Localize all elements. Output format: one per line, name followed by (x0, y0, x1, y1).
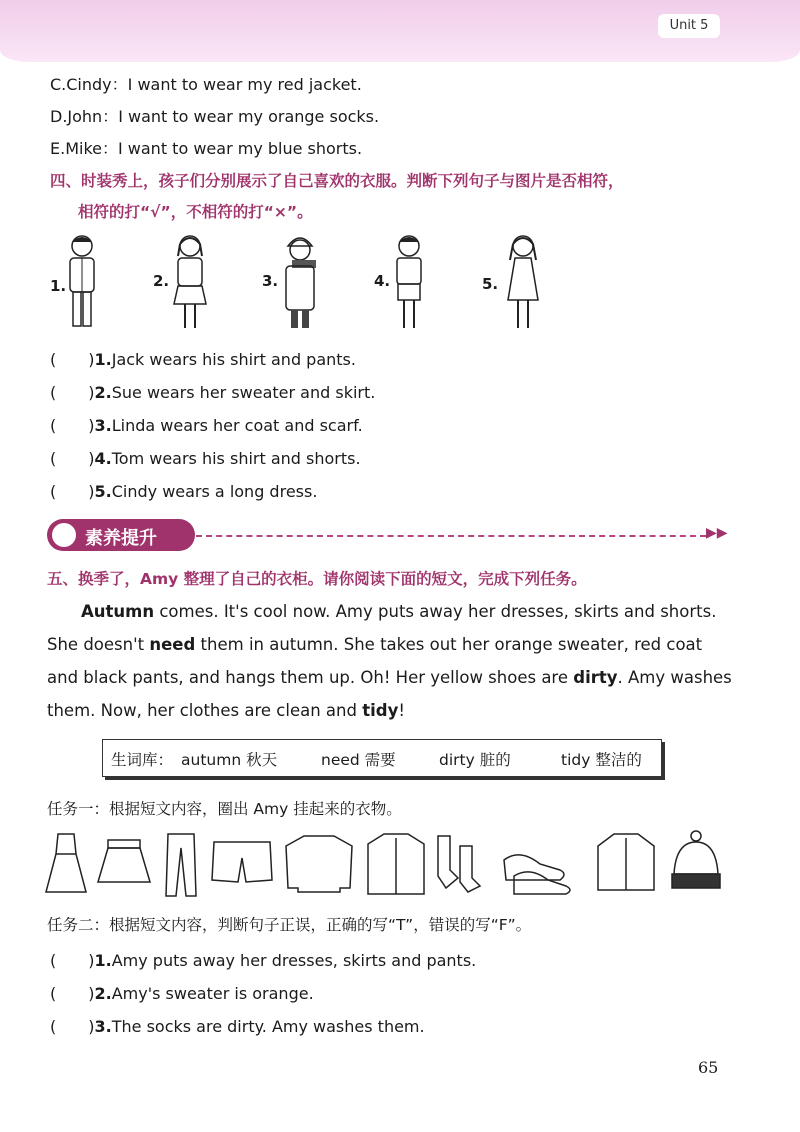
boy-jacket-figure-icon (62, 232, 106, 334)
sweater-icon[interactable] (286, 836, 352, 892)
answer-blank[interactable]: ( ) (50, 416, 95, 435)
girl-sweater-skirt-figure-icon (168, 232, 212, 334)
option-d: D.John：I want to wear my orange socks. (50, 107, 380, 126)
socks-icon[interactable] (438, 836, 480, 892)
section4-question: ( )5.Cindy wears a long dress. (50, 482, 318, 501)
figure-number: 4. (374, 272, 391, 290)
answer-blank[interactable]: ( ) (50, 449, 95, 468)
section5-heading: 五、换季了，Amy 整理了自己的衣柜。请你阅读下面的短文，完成下列任务。 (47, 570, 587, 588)
task2-question: ( )1.Amy puts away her dresses, skirts and pants. (50, 951, 477, 970)
hat-icon[interactable] (672, 831, 720, 888)
page-number: 65 (698, 1058, 719, 1077)
vocabulary-box: 生词库： autumn 秋天 need 需要 dirty 脏的 tidy 整洁的 (102, 739, 662, 777)
lightbulb-icon (52, 523, 76, 547)
answer-blank[interactable]: ( ) (50, 350, 95, 369)
coat-icon[interactable] (598, 834, 654, 890)
shorts-icon[interactable] (212, 842, 272, 882)
clothing-row (44, 830, 724, 900)
answer-blank[interactable]: ( ) (50, 1017, 95, 1036)
task2-instruction: 任务二：根据短文内容，判断句子正误，正确的写“T”，错误的写“F”。 (47, 916, 532, 934)
unit-tab: Unit 5 (658, 14, 720, 38)
answer-blank[interactable]: ( ) (50, 482, 95, 501)
figure-number: 5. (482, 275, 499, 293)
section4-question: ( )1.Jack wears his shirt and pants. (50, 350, 356, 369)
section4-heading-line2: 相符的打“√”，不相符的打“×”。 (78, 203, 313, 221)
task1-instruction: 任务一：根据短文内容，圈出 Amy 挂起来的衣物。 (47, 800, 402, 818)
section4-question: ( )2.Sue wears her sweater and skirt. (50, 383, 376, 402)
section-banner: 素养提升 (47, 519, 195, 551)
girl-dress-figure-icon (500, 232, 546, 334)
option-e: E.Mike：I want to wear my blue shorts. (50, 139, 363, 158)
skirt-icon[interactable] (98, 840, 150, 882)
dashed-divider (196, 535, 706, 537)
figure-number: 1. (50, 277, 67, 295)
answer-blank[interactable]: ( ) (50, 951, 95, 970)
figure-number: 3. (262, 272, 279, 290)
section4-question: ( )4.Tom wears his shirt and shorts. (50, 449, 361, 468)
task2-question: ( )3.The socks are dirty. Amy washes them. (50, 1017, 425, 1036)
double-arrow-icon: ▶▶ (706, 525, 728, 541)
task2-question: ( )2.Amy's sweater is orange. (50, 984, 314, 1003)
pants-icon[interactable] (166, 834, 196, 896)
reading-passage: Autumn comes. It's cool now. Amy puts away her dresses, skirts and shorts. She doesn't need them in autumn. She takes out her orange sweater, red coat and black pants, and hangs them up. Oh! Her yellow shoes are dirty. Amy washes them. Now, her clothes are clean and tidy! (47, 602, 732, 720)
shoes-icon[interactable] (504, 855, 570, 894)
girl-coat-scarf-figure-icon (276, 230, 324, 334)
section4-heading: 四、时装秀上，孩子们分别展示了自己喜欢的衣服。判断下列句子与图片是否相符， (50, 172, 624, 190)
section4-question: ( )3.Linda wears her coat and scarf. (50, 416, 363, 435)
answer-blank[interactable]: ( ) (50, 383, 95, 402)
dress-icon[interactable] (46, 834, 86, 892)
figure-number: 2. (153, 272, 170, 290)
boy-shirt-shorts-figure-icon (388, 232, 430, 334)
option-c: C.Cindy：I want to wear my red jacket. (50, 75, 362, 94)
answer-blank[interactable]: ( ) (50, 984, 95, 1003)
shirt-icon[interactable] (368, 834, 424, 894)
